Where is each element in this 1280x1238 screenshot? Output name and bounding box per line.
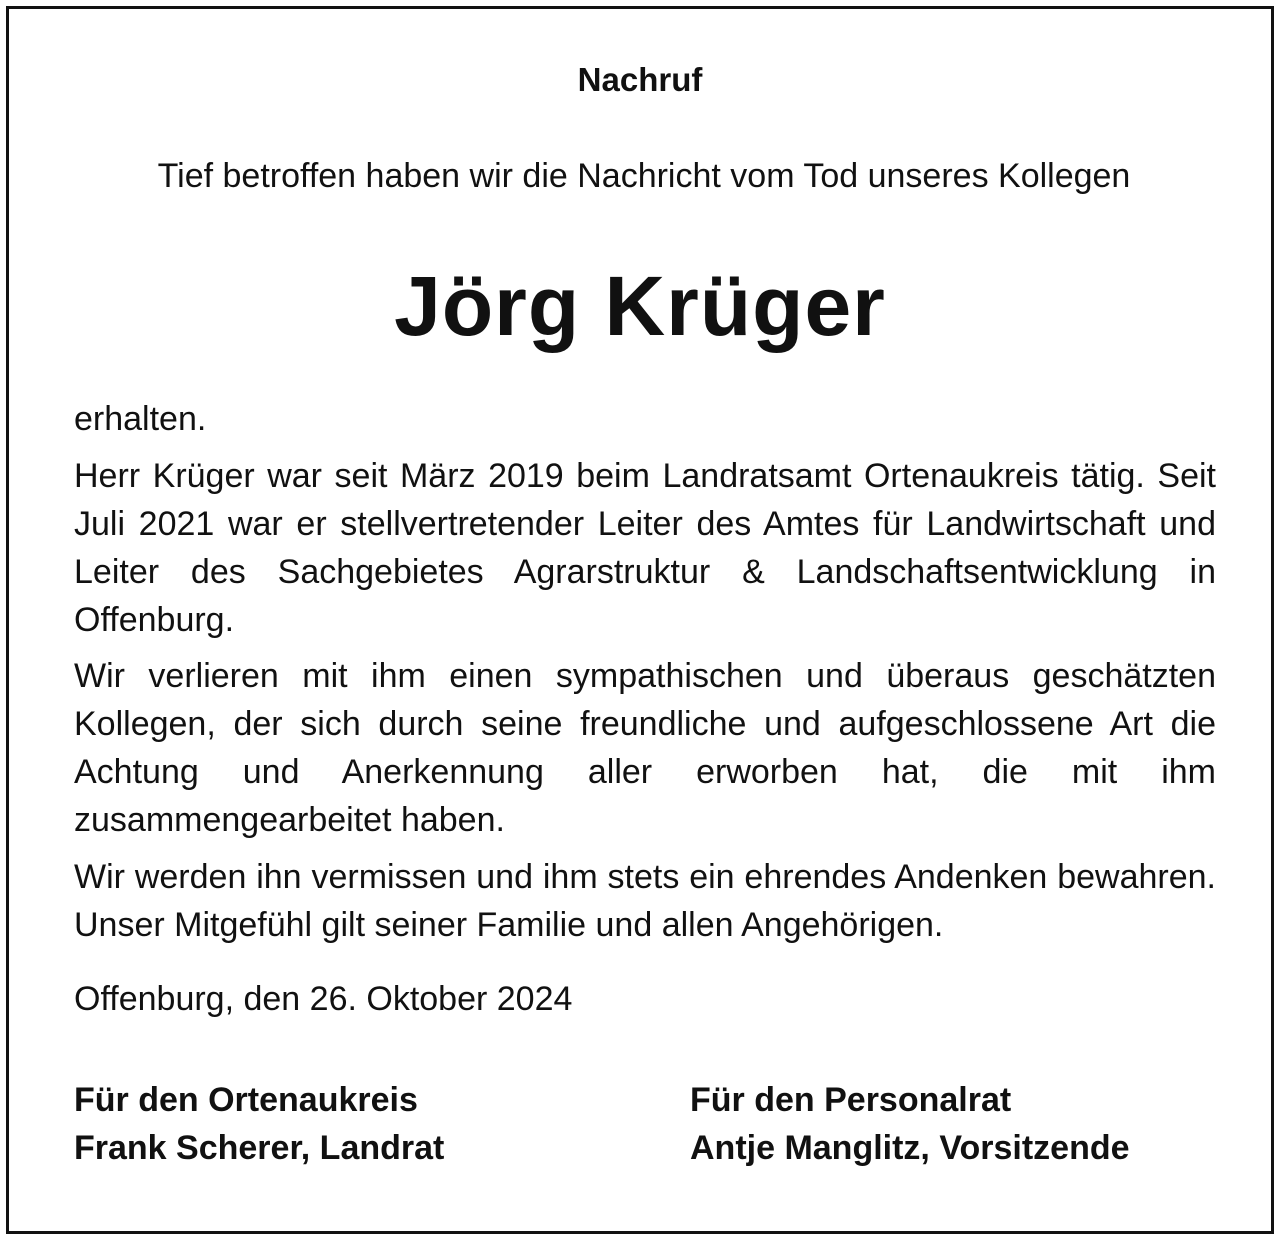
intro-text: Tief betroffen haben wir die Nachricht vom Tod unseres Kollegen bbox=[157, 157, 1131, 195]
career-paragraph: Herr Krüger war seit März 2019 beim Landratsamt Ortenaukreis tätig. Seit Juli 2021 war er stellvertretender Leiter des Amtes für Landwirtschaft und Leiter des Sachgebietes Agrarstruktur & Landschaftsentwicklung in Offenburg. bbox=[74, 457, 1216, 639]
erhalten-text: erhalten. bbox=[74, 400, 207, 438]
place-date: Offenburg, den 26. Oktober 2024 bbox=[74, 980, 573, 1018]
tribute-paragraph: Wir verlieren mit ihm einen sympathischen und überaus geschätzten Kollegen, der sich durch seine freundliche und aufgeschlossene Art die Achtung und Anerkennung aller erworben hat, die mit ihm zusammengearbeitet haben. bbox=[74, 657, 1216, 839]
deceased-name: Jörg Krüger bbox=[394, 259, 886, 353]
signature-personalrat bbox=[690, 1076, 1130, 1172]
signature-right-signer: Antje Manglitz, Vorsitzende bbox=[690, 1129, 1130, 1167]
notice-heading: Nachruf bbox=[577, 61, 703, 98]
signature-left-organization: Für den Ortenaukreis bbox=[74, 1081, 418, 1119]
signature-right-organization: Für den Personalrat bbox=[690, 1081, 1012, 1119]
signature-ortenaukreis bbox=[74, 1076, 444, 1172]
remembrance-paragraph: Wir werden ihn vermissen und ihm stets ein ehrendes Andenken bewahren. Unser Mitgefühl gilt seiner Familie und allen Angehörigen. bbox=[74, 858, 1216, 944]
signature-left-signer: Frank Scherer, Landrat bbox=[74, 1129, 445, 1167]
